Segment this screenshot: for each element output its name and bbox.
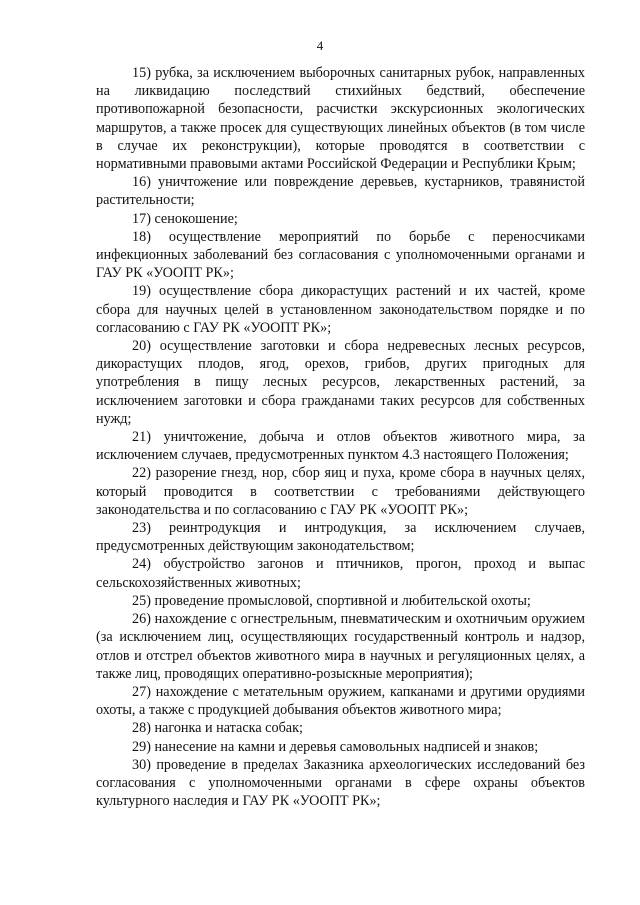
list-item-28: 28) нагонка и натаска собак; <box>132 720 303 737</box>
list-item-23: 23) реинтродукция и интродукция, за исключением случаев, предусмотренных действующим законодательством; <box>96 520 585 555</box>
list-item-18: 18) осуществление мероприятий по борьбе с переносчиками инфекционных заболеваний без согласования с уполномоченными органами и ГАУ РК «УООПТ РК»; <box>96 228 585 282</box>
list-item-21: 21) уничтожение, добыча и отлов объектов животного мира, за исключением случаев, предусмотренных пунктом 4.3 настоящего Положения; <box>96 429 585 464</box>
list-item-27: 27) нахождение с метательным оружием, капканами и другими орудиями охоты, а также с продукцией добывания объектов животного мира; <box>96 683 585 719</box>
list-item-25: 25) проведение промысловой, спортивной и любительской охоты; <box>132 592 531 609</box>
list-item-19: 19) осуществление сбора дикорастущих растений и их частей, кроме сбора для научных целей в установленном законодательством порядке и по согласованию с ГАУ РК «УООПТ РК»; <box>96 283 585 336</box>
list-item-16: 16) уничтожение или повреждение деревьев, кустарников, травянистой растительности; <box>96 174 585 209</box>
page-number: 4 <box>316 38 324 53</box>
list-item-22: 22) разорение гнезд, нор, сбор яиц и пуха, кроме сбора в научных целях, который проводится в соответствии с требованиями действующего законодательства и по согласованию с ГАУ РК «УООПТ РК»; <box>96 465 585 518</box>
list-item-30: 30) проведение в пределах Заказника археологических исследований без согласования с уполномоченными органами в сфере охраны объектов культурного наследия и ГАУ РК «УООПТ РК»; <box>96 756 585 810</box>
list-item-26: 26) нахождение с огнестрельным, пневматическим и охотничьим оружием (за исключением лиц, осуществляющих государственный контроль и надзор, отлов и отстрел объектов животного мира в научных и регуляционных целях, а также лиц, проводящих оперативно-розыскные мероприятия); <box>96 611 585 682</box>
list-item-29: 29) нанесение на камни и деревья самовольных надписей и знаков; <box>132 738 539 755</box>
list-item-20: 20) осуществление заготовки и сбора недревесных лесных ресурсов, дикорастущих плодов, ягод, орехов, грибов, других пригодных для употребления в пищу лесных ресурсов, лекарственных растений, за исключением заготовки и сбора гражданами таких ресурсов для собственных нужд; <box>96 338 585 427</box>
document-body <box>96 64 585 810</box>
list-item-24: 24) обустройство загонов и птичников, прогон, проход и выпас сельскохозяйственных животных; <box>96 556 585 591</box>
list-item-17: 17) сенокошение; <box>132 210 238 227</box>
list-item-15: 15) рубка, за исключением выборочных санитарных рубок, направленных на ликвидацию последствий стихийных бедствий, обеспечение противопожарной безопасности, расчистки экскурсионных экологических маршрутов, а также просек для существующих линейных объектов (в том числе в случае их реконструкции), которые проводятся в соответствии с нормативными правовыми актами Российской Федерации и Республики Крым; <box>96 65 585 173</box>
